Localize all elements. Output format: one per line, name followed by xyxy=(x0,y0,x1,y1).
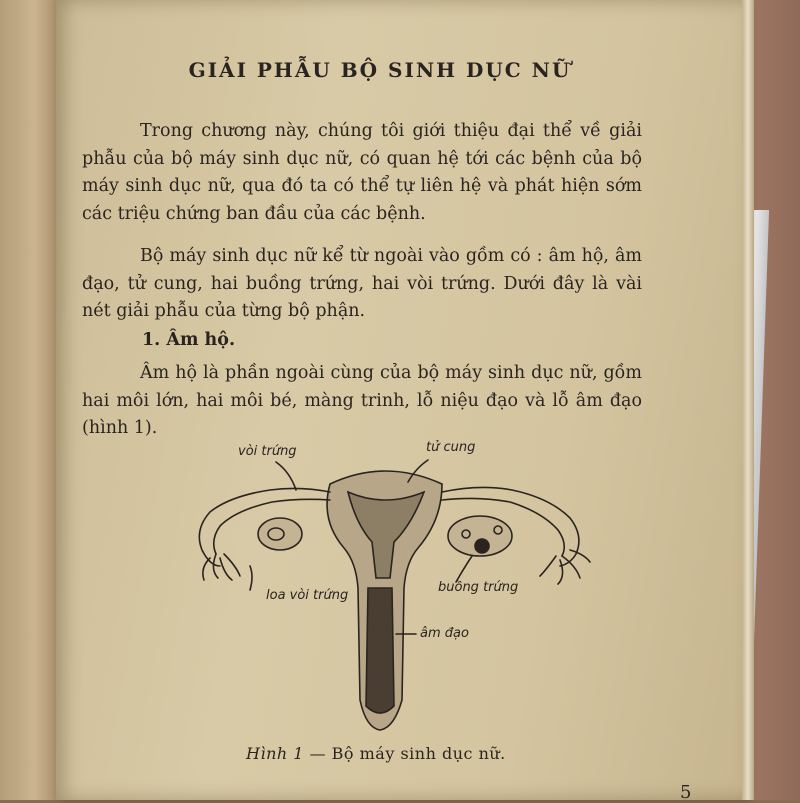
uterus-illustration xyxy=(180,438,600,738)
page-title: GIẢI PHẪU BỘ SINH DỤC NỮ xyxy=(188,58,572,82)
caption-text: — Bộ máy sinh dục nữ. xyxy=(309,744,506,763)
caption-number: Hình 1 xyxy=(246,744,304,763)
intro-paragraph: Trong chương này, chúng tôi giới thiệu đại thể về giải phẫu của bộ máy sinh dục nữ, có quan hệ tới các bệnh của bộ máy sinh dục nữ, qua đó ta có thể tự liên hệ và phát hiện sớm các triệu chứng ban đầu của các bệnh. xyxy=(82,121,642,224)
label-vagina: âm đạo xyxy=(420,626,469,641)
organs-paragraph: Bộ máy sinh dục nữ kể từ ngoài vào gồm có : âm hộ, âm đạo, tử cung, hai buồng trứng, hai vòi trứng. Dưới đây là vài nét giải phẫu của từng bộ phận. xyxy=(82,246,642,321)
label-uterus: tử cung xyxy=(426,440,476,455)
figure-caption xyxy=(246,744,506,763)
previous-page-edge xyxy=(0,0,60,800)
page-number: 5 xyxy=(680,782,692,803)
anatomy-figure xyxy=(180,438,600,738)
vulva-paragraph: Âm hộ là phần ngoài cùng của bộ máy sinh dục nữ, gồm hai môi lớn, hai môi bé, màng trinh, lỗ niệu đạo và lỗ âm đạo (hình 1). xyxy=(82,363,642,438)
label-fimbriae: loa vòi trứng xyxy=(266,588,349,603)
page-stack-edge xyxy=(742,0,754,800)
label-fallopian-tube: vòi trứng xyxy=(238,444,297,459)
label-ovary: buồng trứng xyxy=(438,580,519,595)
section-heading: 1. Âm hộ. xyxy=(142,330,236,350)
